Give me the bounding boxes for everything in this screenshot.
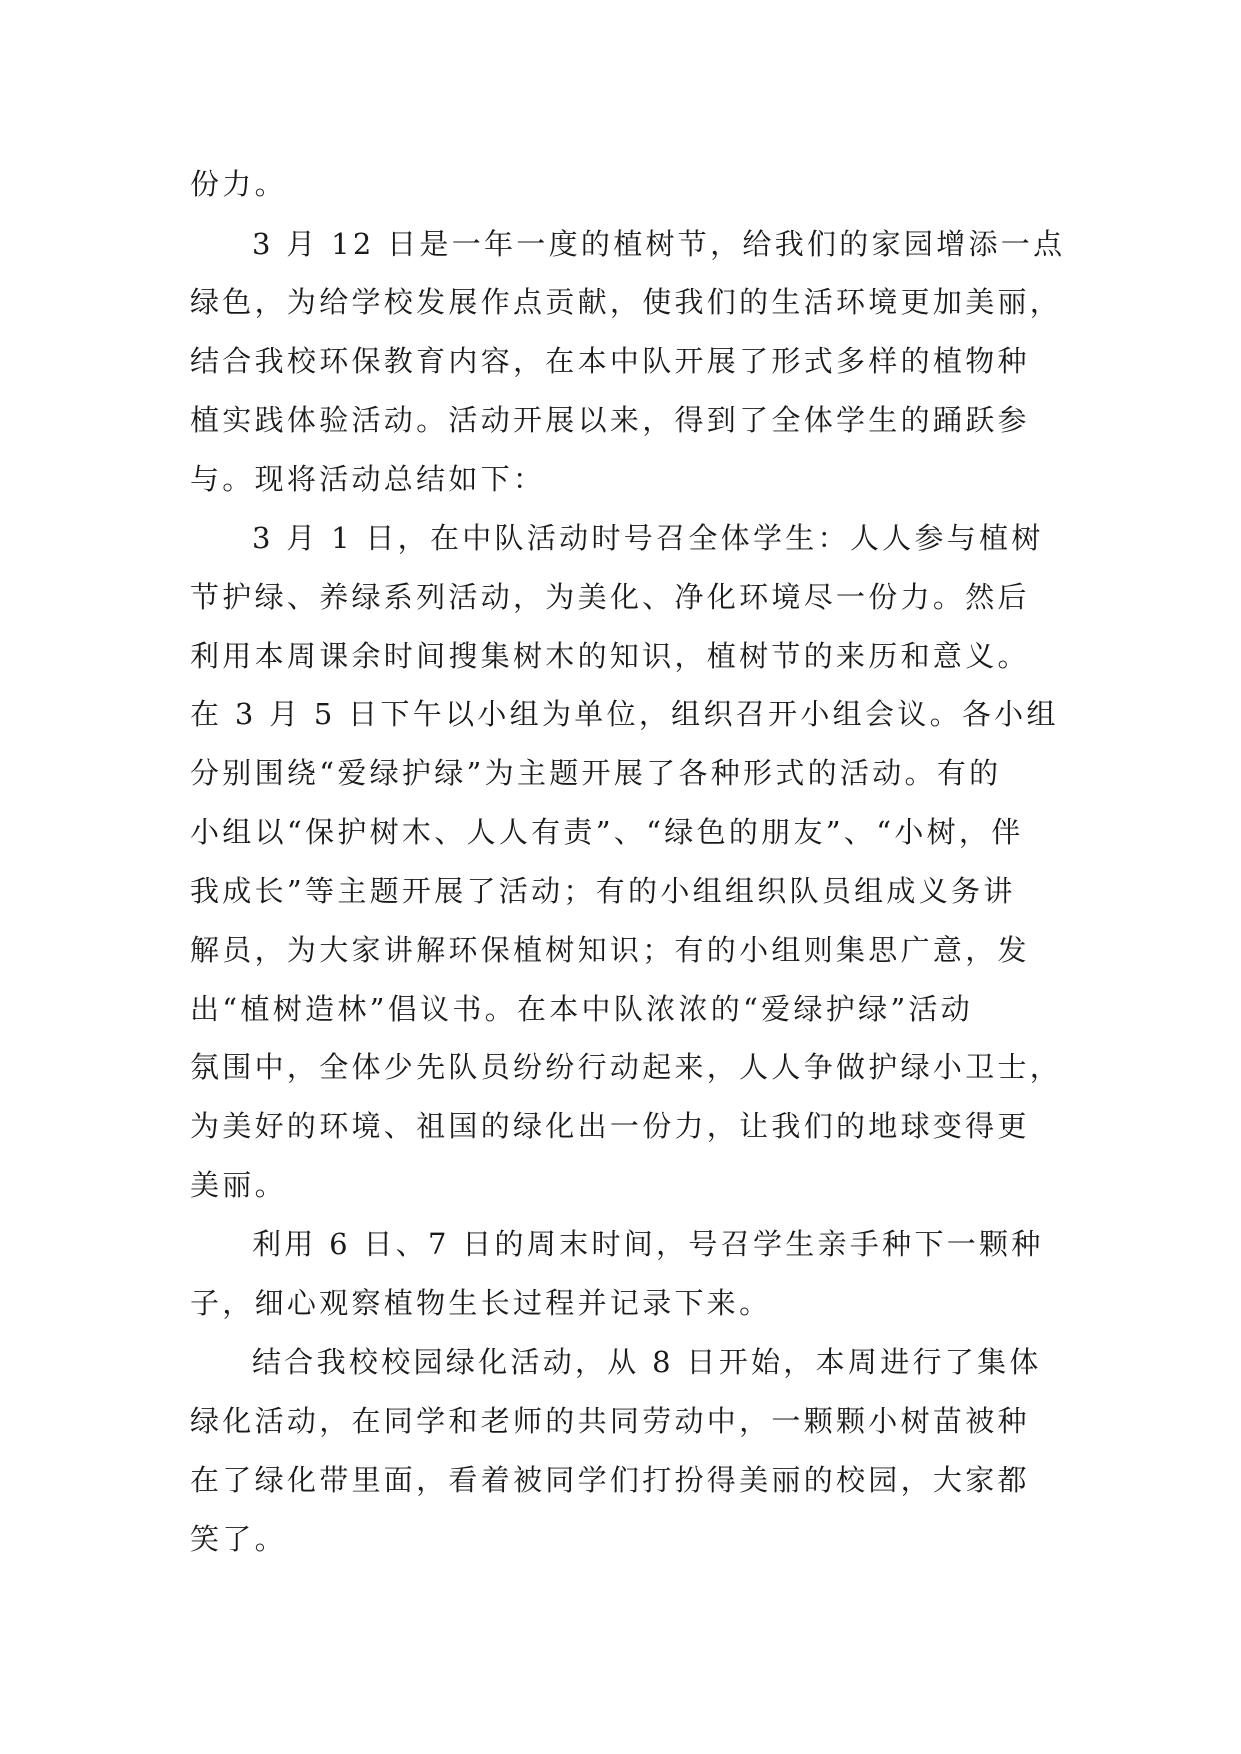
text-line: 份力。 [190,167,287,201]
text-line: 氛围中，全体少先队员纷纷行动起来，人人争做护绿小卫士， [190,1050,1063,1084]
text-line: 分别围绕“爱绿护绿”为主题开展了各种形式的活动。有的 [190,756,1002,790]
text-line: 为美好的环境、祖国的绿化出一份力，让我们的地球变得更 [190,1109,1030,1143]
text-line: 小组以“保护树木、人人有责”、“绿色的朋友”、“小树，伴 [190,815,1024,849]
text-line: 3 月 12 日是一年一度的植树节，给我们的家园增添一点 [252,227,1066,261]
text-line: 绿化活动，在同学和老师的共同劳动中，一颗颗小树苗被种 [190,1404,1030,1438]
text-line: 解员，为大家讲解环保植树知识；有的小组则集思广意，发 [190,933,1030,967]
text-line: 结合我校校园绿化活动，从 8 日开始，本周进行了集体 [252,1345,1042,1379]
text-line: 植实践体验活动。活动开展以来，得到了全体学生的踊跃参 [190,403,1030,437]
text-line: 节护绿、养绿系列活动，为美化、净化环境尽一份力。然后 [190,580,1030,614]
text-line: 我成长”等主题开展了活动；有的小组组织队员组成义务讲 [190,874,1016,908]
text-line: 子，细心观察植物生长过程并记录下来。 [190,1286,772,1320]
text-line: 利用 6 日、7 日的周末时间，号召学生亲手种下一颗种 [252,1227,1044,1261]
text-line: 与。现将活动总结如下： [190,462,546,496]
text-line: 利用本周课余时间搜集树木的知识，植树节的来历和意义。 [190,639,1030,673]
text-line: 绿色，为给学校发展作点贡献，使我们的生活环境更加美丽， [190,285,1063,319]
text-line: 3 月 1 日，在中队活动时号召全体学生：人人参与植树 [252,521,1044,555]
text-line: 出“植树造林”倡议书。在本中队浓浓的“爱绿护绿”活动 [190,992,974,1026]
text-line: 在了绿化带里面，看着被同学们打扮得美丽的校园，大家都 [190,1463,1030,1497]
text-line: 在 3 月 5 日下午以小组为单位，组织召开小组会议。各小组 [190,697,1059,731]
text-line: 结合我校环保教育内容，在本中队开展了形式多样的植物种 [190,344,1030,378]
text-line: 笑了。 [190,1522,287,1556]
text-line: 美丽。 [190,1168,287,1202]
